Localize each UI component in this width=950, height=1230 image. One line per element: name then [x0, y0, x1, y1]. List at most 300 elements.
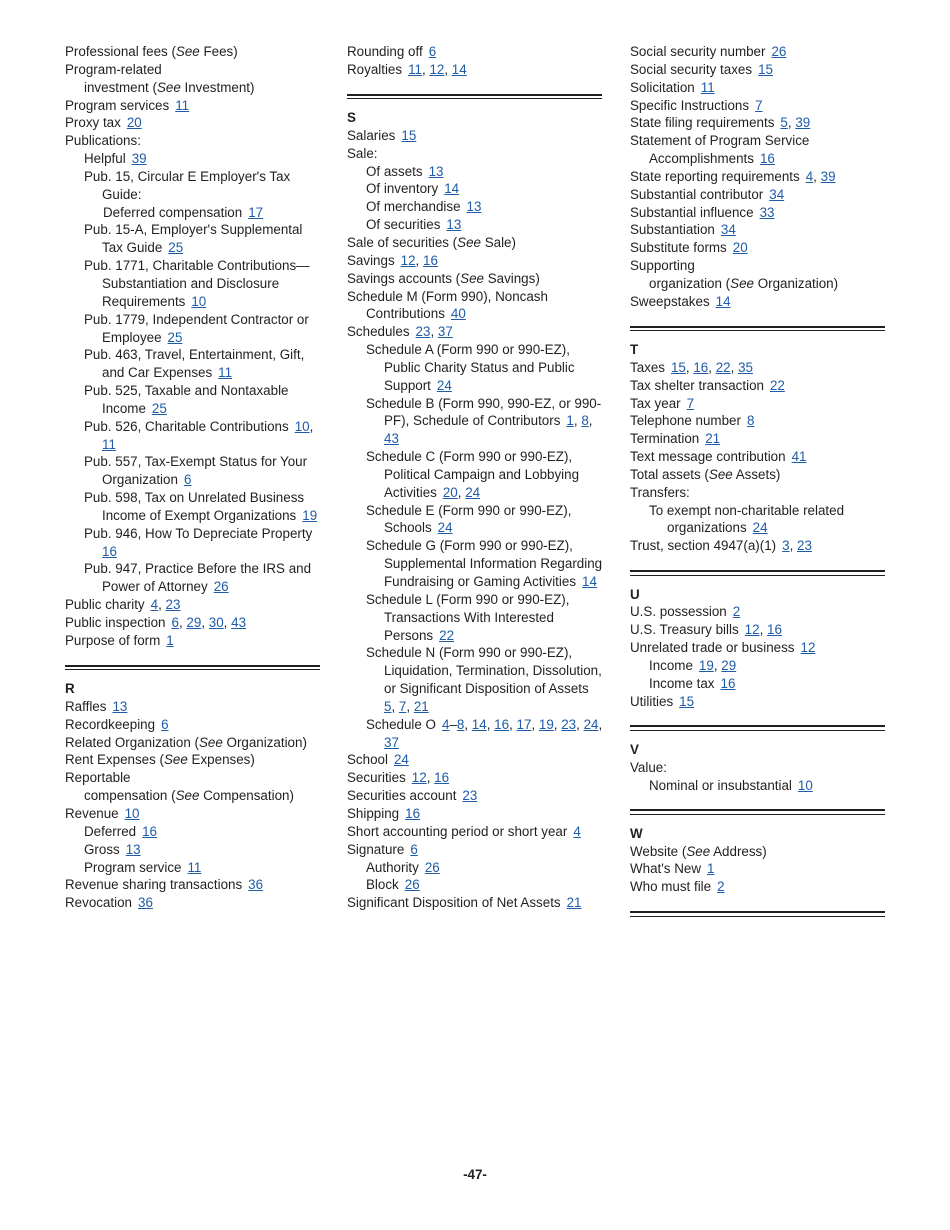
- entry-text: Address): [710, 843, 767, 859]
- page-link[interactable]: 12: [429, 61, 445, 77]
- page-link[interactable]: 6: [171, 615, 179, 630]
- index-subentry: [630, 657, 886, 675]
- page-link[interactable]: 23: [165, 597, 181, 613]
- page-link[interactable]: 3: [782, 538, 790, 554]
- entry-text: Pub. 947, Practice Before the IRS and Power of Attorney: [84, 561, 312, 595]
- index-entry: [630, 257, 886, 275]
- page-link[interactable]: 25: [151, 400, 167, 416]
- index-subentry: [347, 591, 603, 645]
- entry-text: ,: [486, 716, 495, 732]
- index-entry: [65, 716, 321, 734]
- index-subentry: [630, 777, 886, 795]
- index-subentry: [65, 257, 321, 311]
- entry-text: Investment): [180, 79, 255, 95]
- page-link[interactable]: 2: [717, 879, 725, 895]
- page-link[interactable]: 39: [795, 115, 811, 131]
- page-link[interactable]: 24: [436, 377, 452, 393]
- entry-text: Savings: [347, 252, 395, 268]
- entry-text: ,: [426, 770, 435, 786]
- page-link[interactable]: 19: [302, 507, 318, 523]
- page-link[interactable]: 13: [125, 841, 141, 857]
- entry-text: Tax shelter transaction: [630, 377, 764, 393]
- index-entry: [630, 878, 886, 896]
- index-entry: [65, 632, 321, 650]
- page-link[interactable]: 15: [679, 693, 695, 709]
- page-link[interactable]: 11: [175, 97, 190, 113]
- index-entry: [347, 751, 603, 769]
- page-link[interactable]: 7: [755, 97, 763, 113]
- entry-text: ,: [531, 716, 539, 732]
- page-link[interactable]: 19: [538, 716, 554, 732]
- entry-text: Sale of securities (: [347, 234, 458, 250]
- index-entry: [630, 621, 886, 639]
- entry-text: Savings): [483, 270, 540, 286]
- section-divider: [630, 911, 885, 916]
- entry-text: Of inventory: [366, 181, 439, 197]
- entry-text: Authority: [366, 859, 419, 875]
- page-link[interactable]: 15: [758, 61, 773, 77]
- page-link[interactable]: 24: [752, 520, 768, 536]
- entry-text: State reporting requirements: [630, 168, 800, 184]
- page-link[interactable]: 4: [441, 716, 450, 732]
- entry-text: Of assets: [366, 163, 423, 179]
- page-link[interactable]: 23: [462, 788, 478, 804]
- page-link[interactable]: 13: [112, 698, 128, 714]
- entry-text: Deferred compensation: [103, 204, 243, 220]
- entry-text: Revenue: [65, 805, 119, 821]
- index-entry: [630, 79, 886, 97]
- index-entry: [630, 114, 886, 132]
- index-subentry: [65, 311, 321, 347]
- page-link[interactable]: 5: [780, 115, 788, 131]
- page-link[interactable]: 33: [759, 204, 775, 220]
- index-entry: [630, 43, 886, 61]
- see-reference: See: [175, 788, 200, 804]
- index-entry: [630, 484, 886, 502]
- entry-text: Compensation): [199, 788, 294, 804]
- entry-text: Sweepstakes: [630, 293, 710, 309]
- index-entry: [630, 860, 886, 878]
- page-link[interactable]: 21: [566, 895, 582, 911]
- page-link[interactable]: 6: [410, 841, 418, 857]
- entry-text: Pub. 15-A, Employer's Supplemental Tax Guide: [84, 222, 303, 256]
- index-column-3: [630, 43, 886, 927]
- page-link[interactable]: 16: [434, 770, 450, 786]
- page-link[interactable]: 6: [183, 472, 192, 488]
- entry-text: ,: [509, 716, 517, 732]
- entry-text: ,: [178, 615, 187, 630]
- see-reference: See: [164, 752, 188, 768]
- page-link[interactable]: 4: [150, 597, 159, 613]
- section-letter-r: R: [65, 681, 75, 697]
- index-entry: [630, 132, 886, 168]
- see-reference: See: [175, 44, 200, 59]
- page-link[interactable]: 30: [208, 615, 224, 630]
- index-entry: [630, 843, 886, 861]
- entry-text: ,: [223, 615, 232, 630]
- entry-text: Proxy tax: [65, 115, 121, 131]
- page-link[interactable]: 29: [721, 657, 737, 673]
- index-entry: [630, 466, 886, 484]
- page-link[interactable]: 16: [720, 675, 736, 691]
- see-reference: See: [730, 275, 754, 291]
- index-subentry: [347, 395, 603, 449]
- section-letter-t: T: [630, 342, 639, 358]
- entry-text: Salaries: [347, 127, 396, 143]
- entry-text: U.S. possession: [630, 604, 727, 620]
- page-link[interactable]: 35: [738, 359, 753, 375]
- index-entry: [65, 61, 321, 79]
- entry-text: Income: [649, 657, 693, 673]
- page-link[interactable]: 6: [161, 716, 169, 732]
- entry-text: ,: [464, 716, 472, 732]
- page-link[interactable]: 1: [707, 861, 715, 877]
- page-link[interactable]: 11: [218, 365, 233, 381]
- page-link[interactable]: 25: [168, 240, 184, 256]
- entry-text: –: [449, 716, 457, 732]
- index-subentry: [630, 502, 886, 538]
- page-link[interactable]: 24: [393, 752, 409, 768]
- index-column-2: [347, 43, 603, 912]
- entry-text: Social security taxes: [630, 61, 753, 77]
- entry-text: Purpose of form: [65, 632, 161, 648]
- page-link[interactable]: 8: [581, 413, 589, 429]
- page-link[interactable]: 13: [466, 199, 482, 215]
- page-link[interactable]: 16: [405, 805, 421, 821]
- entry-text: Signature: [347, 841, 405, 857]
- page-link[interactable]: 16: [142, 823, 158, 839]
- page-link[interactable]: 23: [415, 324, 431, 340]
- page-link[interactable]: 29: [186, 615, 202, 630]
- see-reference: See: [460, 270, 484, 286]
- entry-text: Schedule A (Form 990 or 990-EZ), Public Charity Status and Public Support: [366, 342, 575, 393]
- entry-text: State filing requirements: [630, 115, 775, 131]
- page-link[interactable]: 41: [791, 449, 807, 465]
- entry-text: Schedule C (Form 990 or 990-EZ), Political Campaign and Lobbying Activities: [366, 449, 580, 500]
- entry-text: Program-related: [65, 61, 162, 77]
- index-entry: [347, 270, 603, 288]
- entry-text: Substantial contributor: [630, 186, 764, 202]
- index-subentry: [347, 163, 603, 181]
- index-subentry: [347, 644, 603, 715]
- index-entry: [347, 823, 603, 841]
- page-link[interactable]: 21: [413, 698, 429, 714]
- page-link[interactable]: 16: [759, 151, 775, 167]
- entry-text: Taxes: [630, 359, 665, 375]
- index-subentry: [65, 823, 321, 841]
- index-entry: [65, 734, 321, 752]
- entry-text: Schedule E (Form 990 or 990-EZ), Schools: [366, 502, 572, 536]
- page-link[interactable]: 26: [424, 859, 440, 875]
- index-entry: [630, 97, 886, 115]
- entry-text: To exempt non-charitable related organizations: [649, 502, 845, 536]
- page-link[interactable]: 21: [705, 431, 721, 447]
- entry-text: Solicitation: [630, 79, 695, 95]
- entry-text: ,: [391, 698, 399, 714]
- entry-text: ,: [457, 484, 466, 500]
- see-reference: See: [198, 734, 223, 750]
- page-link[interactable]: 36: [248, 877, 264, 893]
- page-link[interactable]: 37: [437, 324, 453, 340]
- index-subentry: [65, 859, 321, 877]
- index-entry: [630, 61, 886, 79]
- page-link[interactable]: 15: [670, 359, 686, 375]
- page-link[interactable]: 14: [715, 293, 731, 309]
- entry-text: ,: [430, 324, 438, 340]
- index-entry: [65, 43, 321, 61]
- entry-text: Pub. 557, Tax-Exempt Status for Your Organization: [84, 454, 308, 488]
- index-subentry: [630, 275, 886, 293]
- page-link[interactable]: 16: [494, 716, 510, 732]
- entry-text: Specific Instructions: [630, 97, 750, 113]
- section-divider: [630, 570, 885, 575]
- index-entry: [630, 603, 886, 621]
- entry-text: Revenue sharing transactions: [65, 877, 243, 893]
- entry-text: ,: [415, 252, 423, 268]
- entry-text: ,: [553, 716, 562, 732]
- entry-text: Fees): [199, 44, 238, 59]
- entry-text: ,: [713, 657, 722, 673]
- page-link[interactable]: 10: [294, 418, 310, 434]
- page-link[interactable]: 4: [805, 168, 814, 184]
- page-link[interactable]: 24: [437, 520, 453, 536]
- index-entry: [630, 537, 886, 555]
- index-subentry: [347, 180, 603, 198]
- entry-text: Nominal or insubstantial: [649, 777, 792, 793]
- see-reference: See: [708, 466, 733, 482]
- entry-text: Income tax: [649, 675, 715, 691]
- index-entry: [65, 596, 321, 614]
- page-link[interactable]: 6: [428, 44, 437, 59]
- index-entry: [630, 359, 886, 377]
- entry-text: Social security number: [630, 44, 766, 59]
- entry-text: Recordkeeping: [65, 716, 156, 732]
- index-subentry: [347, 537, 603, 591]
- page-link[interactable]: 26: [404, 877, 420, 893]
- page-link[interactable]: 43: [384, 431, 399, 447]
- entry-text: Statement of Program Service Accomplishments: [630, 133, 810, 167]
- page-link[interactable]: 19: [698, 657, 714, 673]
- page-link[interactable]: 14: [471, 716, 487, 732]
- index-subentry: [65, 221, 321, 257]
- page-link[interactable]: 8: [746, 413, 755, 429]
- entry-text: Pub. 1771, Charitable Contributions—Substantiation and Disclosure Requirements: [84, 258, 310, 309]
- page-link[interactable]: 22: [439, 627, 455, 643]
- page-link[interactable]: 43: [231, 615, 247, 630]
- page-link[interactable]: 20: [732, 240, 748, 256]
- page-link[interactable]: 2: [732, 604, 741, 620]
- entry-text: Pub. 946, How To Depreciate Property: [84, 525, 313, 541]
- page-link[interactable]: 10: [124, 805, 140, 821]
- entry-text: Schedule G (Form 990 or 990-EZ), Supplemental Information Regarding Fundraising or Gaming Activities: [366, 538, 603, 590]
- index-entry: [65, 876, 321, 894]
- page-link[interactable]: 24: [465, 484, 481, 500]
- index-entry: [347, 145, 603, 163]
- page-link[interactable]: 34: [769, 186, 785, 202]
- index-entry: [630, 221, 886, 239]
- index-entry: [630, 412, 886, 430]
- page-link[interactable]: 22: [769, 377, 785, 393]
- page-link[interactable]: 23: [561, 716, 577, 732]
- entry-text: Schedule L (Form 990 or 990-EZ), Transactions With Interested Persons: [366, 591, 570, 643]
- entry-text: investment (: [84, 79, 157, 95]
- page-link[interactable]: 4: [573, 823, 581, 839]
- page-link[interactable]: 16: [693, 359, 709, 375]
- entry-text: ,: [158, 597, 166, 613]
- page-link[interactable]: 12: [744, 622, 760, 638]
- page-link[interactable]: 16: [102, 543, 117, 559]
- page-link[interactable]: 1: [566, 413, 574, 429]
- page-link[interactable]: 12: [411, 770, 427, 786]
- entry-text: Tax year: [630, 395, 681, 411]
- index-entry: [630, 239, 886, 257]
- section-divider: [65, 665, 320, 670]
- index-entry: [347, 127, 603, 145]
- index-entry: [630, 430, 886, 448]
- entry-text: Expenses): [187, 752, 255, 768]
- page-link[interactable]: 25: [167, 329, 183, 345]
- page-link[interactable]: 12: [400, 252, 416, 268]
- entry-text: ,: [789, 538, 798, 554]
- index-entry: [65, 97, 321, 115]
- section-divider: [630, 809, 885, 814]
- index-subentry: [65, 525, 321, 561]
- entry-text: Schedule O: [366, 716, 436, 732]
- index-subentry: [347, 716, 603, 752]
- page-link[interactable]: 20: [442, 484, 458, 500]
- page-link[interactable]: 11: [187, 859, 202, 875]
- index-entry: [65, 132, 321, 150]
- index-entry: [347, 894, 603, 912]
- page-link[interactable]: 26: [771, 44, 787, 59]
- entry-text: Organization): [753, 275, 839, 291]
- page-link[interactable]: 39: [820, 168, 836, 184]
- entry-text: ,: [406, 698, 414, 714]
- entry-text: Deferred: [84, 823, 137, 839]
- page-link[interactable]: 8: [456, 716, 465, 732]
- page-link[interactable]: 7: [398, 698, 407, 714]
- page-link[interactable]: 40: [450, 306, 466, 322]
- page-link[interactable]: 11: [700, 79, 715, 95]
- page-link[interactable]: 23: [797, 538, 812, 554]
- index-entry: [65, 114, 321, 132]
- page-link[interactable]: 36: [138, 895, 153, 911]
- entry-text: Value:: [630, 759, 667, 775]
- page-link[interactable]: 11: [408, 61, 422, 77]
- section-divider: [347, 94, 602, 99]
- section-divider: [630, 326, 885, 331]
- page-link[interactable]: 24: [583, 716, 599, 732]
- page-link[interactable]: 15: [401, 127, 417, 143]
- page-link[interactable]: 17: [248, 204, 264, 220]
- page-link[interactable]: 17: [516, 716, 532, 732]
- page-link[interactable]: 16: [767, 622, 782, 638]
- page-link[interactable]: 13: [428, 163, 444, 179]
- page-link[interactable]: 11: [102, 436, 116, 452]
- page-link[interactable]: 12: [800, 640, 816, 656]
- index-subentry: [65, 204, 321, 222]
- page-link[interactable]: 10: [797, 777, 813, 793]
- index-subentry: [65, 787, 321, 805]
- entry-text: Schedule N (Form 990 or 990-EZ), Liquidation, Termination, Dissolution, or Significant Disposition of Assets: [366, 645, 602, 697]
- entry-text: Pub. 525, Taxable and Nontaxable Income: [84, 383, 289, 416]
- entry-text: U.S. Treasury bills: [630, 622, 739, 638]
- entry-text: Sale): [480, 234, 516, 250]
- page-link[interactable]: 10: [191, 293, 207, 309]
- entry-text: Utilities: [630, 693, 674, 709]
- index-entry: [630, 639, 886, 657]
- index-subentry: [65, 346, 321, 382]
- entry-text: Schedules: [347, 324, 410, 340]
- page-link[interactable]: 16: [423, 252, 438, 268]
- page-link[interactable]: 37: [384, 734, 399, 750]
- index-subentry: [65, 382, 321, 418]
- entry-text: Securities account: [347, 788, 457, 804]
- page-link[interactable]: 26: [213, 579, 229, 595]
- index-entry: [347, 805, 603, 823]
- entry-text: Publications:: [65, 133, 141, 149]
- entry-text: ,: [708, 359, 716, 375]
- index-entry: [65, 698, 321, 716]
- entry-text: Telephone number: [630, 413, 741, 429]
- page-link[interactable]: 13: [446, 217, 462, 233]
- entry-text: Reportable: [65, 770, 131, 786]
- page-link[interactable]: 22: [715, 359, 731, 375]
- page-link[interactable]: 14: [582, 574, 597, 590]
- index-entry: [347, 288, 603, 324]
- entry-text: ,: [730, 359, 739, 375]
- see-reference: See: [686, 843, 711, 859]
- entry-text: Pub. 598, Tax on Unrelated Business Income of Exempt Organizations: [84, 490, 305, 523]
- index-subentry: [65, 489, 321, 525]
- page-link[interactable]: 14: [444, 181, 460, 197]
- entry-text: Pub. 463, Travel, Entertainment, Gift, and Car Expenses: [84, 347, 305, 381]
- entry-text: Related Organization (: [65, 734, 199, 750]
- entry-text: ,: [309, 418, 314, 434]
- entry-text: ,: [685, 359, 694, 375]
- entry-text: Text message contribution: [630, 449, 786, 465]
- index-entry: [347, 841, 603, 859]
- index-entry: [630, 448, 886, 466]
- index-entry: [347, 769, 603, 787]
- page-link[interactable]: 39: [131, 151, 147, 167]
- index-subentry: [630, 675, 886, 693]
- entry-text: Schedule M (Form 990), Noncash Contributions: [347, 288, 548, 322]
- page-link[interactable]: 5: [384, 698, 392, 714]
- entry-text: Public charity: [65, 597, 145, 613]
- index-entry: [65, 614, 321, 632]
- section-letter-u: U: [630, 586, 640, 602]
- entry-text: ,: [813, 168, 821, 184]
- page-link[interactable]: 1: [166, 632, 174, 648]
- index-entry: [630, 168, 886, 186]
- entry-text: Supporting: [630, 258, 695, 274]
- entry-text: Raffles: [65, 698, 107, 714]
- entry-text: Schedule B (Form 990, 990-EZ, or 990-PF), Schedule of Contributors: [366, 395, 602, 429]
- entry-text: Public inspection: [65, 615, 166, 630]
- entry-text: Total assets (: [630, 466, 709, 482]
- index-subentry: [347, 502, 603, 538]
- page-link[interactable]: 7: [686, 395, 695, 411]
- page-link[interactable]: 14: [451, 61, 467, 77]
- entry-text: ,: [598, 716, 603, 732]
- index-entry: [65, 751, 321, 769]
- entry-text: Rounding off: [347, 44, 423, 59]
- index-subentry: [65, 79, 321, 97]
- page-link[interactable]: 20: [126, 115, 142, 131]
- entry-text: Website (: [630, 843, 687, 859]
- page-link[interactable]: 34: [720, 222, 736, 238]
